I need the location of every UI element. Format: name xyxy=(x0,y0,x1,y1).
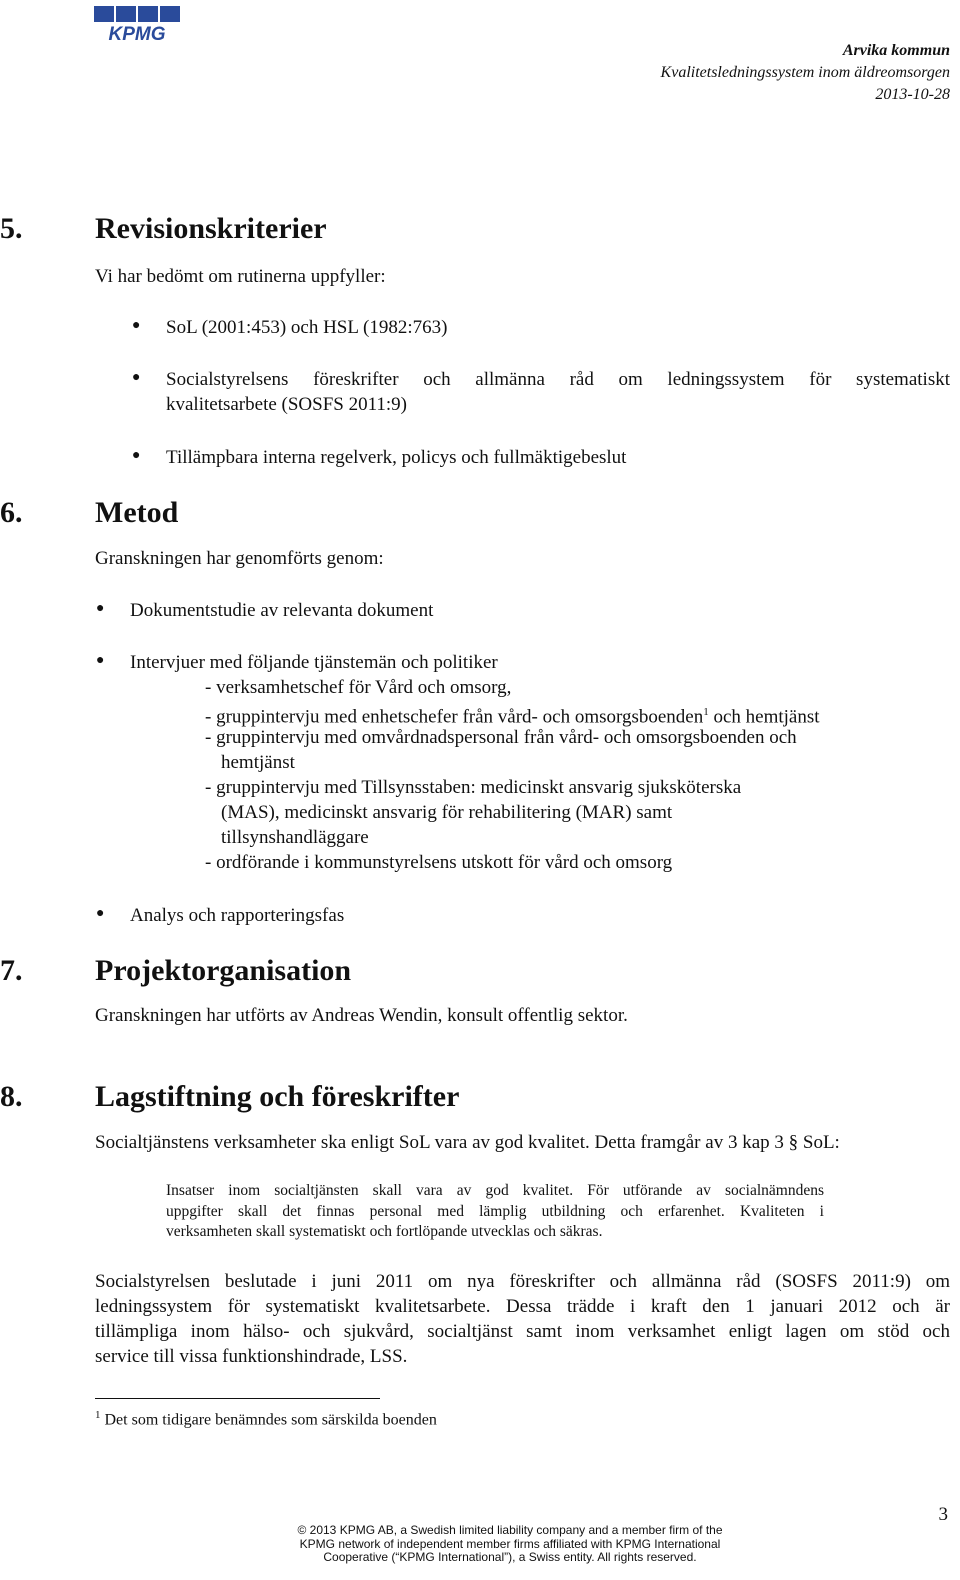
footnote xyxy=(95,1409,437,1429)
page-footer xyxy=(260,1524,760,1565)
footnote-divider xyxy=(95,1398,380,1399)
section-6-number: 6. xyxy=(0,496,23,529)
section-6-intro: Granskningen har genomförts genom: xyxy=(95,548,384,569)
list-item: Intervjuer med följande tjänstemän och politiker xyxy=(130,652,498,673)
bullet-icon: ● xyxy=(132,448,141,463)
list-item: SoL (2001:453) och HSL (1982:763) xyxy=(166,317,448,338)
section-7-number: 7. xyxy=(0,954,23,987)
section-6-title: Metod xyxy=(95,496,179,529)
header-organization: Arvika kommun xyxy=(842,42,950,59)
quote-line: uppgifter skall det finnas personal med lämplig utbildning och erfarenhet. Kvaliteten i xyxy=(166,1202,824,1220)
section-8-paragraph xyxy=(95,1269,950,1369)
list-item: Analys och rapporteringsfas xyxy=(130,905,345,926)
page-header xyxy=(661,40,950,106)
section-8-title: Lagstiftning och föreskrifter xyxy=(95,1080,460,1113)
header-date: 2013-10-28 xyxy=(875,86,950,103)
paragraph-line: service till vissa funktionshindrade, LSS. xyxy=(95,1346,408,1367)
list-item-continued: kvalitetsarbete (SOSFS 2011:9) xyxy=(166,394,407,415)
sub-item: - ordförande i kommunstyrelsens utskott för vård och omsorg xyxy=(205,852,673,873)
law-quote xyxy=(166,1181,824,1243)
bullet-icon: ● xyxy=(96,653,105,668)
sub-item-continued: (MAS), medicinskt ansvarig för rehabilitering (MAR) samt xyxy=(221,802,673,823)
section-5-title: Revisionskriterier xyxy=(95,212,327,245)
sub-item-continued: hemtjänst xyxy=(221,752,295,773)
list-item: Dokumentstudie av relevanta dokument xyxy=(130,600,434,621)
header-report: Kvalitetsledningssystem inom äldreomsorgen xyxy=(660,64,950,81)
section-5-intro: Vi har bedömt om rutinerna uppfyller: xyxy=(95,266,386,287)
list-item: Socialstyrelsens föreskrifter och allmänna råd om ledningssystem för systematiskt xyxy=(166,369,950,390)
quote-line: Insatser inom socialtjänsten skall vara av god kvalitet. För utförande av socialnämndens xyxy=(166,1182,824,1199)
sub-item: - gruppintervju med enhetschefer från vård- och omsorgsboenden$^1$ och hemtjänst xyxy=(205,706,820,728)
section-8-number: 8. xyxy=(0,1080,23,1113)
footer-line: © 2013 KPMG AB, a Swedish limited liability company and a member firm of the xyxy=(297,1523,723,1537)
footnote-mark: 1 xyxy=(95,1409,101,1421)
paragraph-line: Socialstyrelsen beslutade i juni 2011 om nya föreskrifter och allmänna råd (SOSFS 2011:9) om xyxy=(95,1271,950,1292)
section-7-title: Projektorganisation xyxy=(95,954,352,987)
bullet-icon: ● xyxy=(132,370,141,385)
section-7-text: Granskningen har utförts av Andreas Wendin, konsult offentlig sektor. xyxy=(95,1005,628,1026)
logo-text: KPMG xyxy=(108,24,166,42)
section-8-text: Socialtjänstens verksamheter ska enligt SoL vara av god kvalitet. Detta framgår av 3 kap 3 § SoL: xyxy=(95,1132,840,1153)
sub-item: - verksamhetschef för Vård och omsorg, xyxy=(205,677,512,698)
quote-line: verksamheten skall systematiskt och fortlöpande utvecklas och säkras. xyxy=(166,1223,603,1240)
bullet-icon: ● xyxy=(132,318,141,333)
footer-line: KPMG network of independent member firms affiliated with KPMG International xyxy=(299,1536,721,1551)
list-item: Tillämpbara interna regelverk, policys och fullmäktigebeslut xyxy=(166,447,627,468)
paragraph-line: ledningssystem för systematiskt kvalitetsarbete. Dessa trädde i kraft den 1 januari 2012 och är xyxy=(95,1296,950,1317)
footer-line: Cooperative (“KPMG International”), a Swiss entity. All rights reserved. xyxy=(323,1550,697,1564)
footnote-ref: 1 xyxy=(703,706,709,718)
page-number: 3 xyxy=(938,1504,948,1525)
footnote-text: Det som tidigare benämndes som särskilda boenden xyxy=(104,1411,437,1429)
bullet-icon: ● xyxy=(96,906,105,921)
sub-item-continued: tillsynshandläggare xyxy=(221,827,369,848)
bullet-icon: ● xyxy=(96,601,105,616)
sub-item: - gruppintervju med omvårdnadspersonal från vård- och omsorgsboenden och xyxy=(205,727,797,748)
kpmg-logo xyxy=(92,4,184,42)
sub-item: - gruppintervju med Tillsynsstaben: medicinskt ansvarig sjuksköterska xyxy=(205,777,742,798)
section-5-number: 5. xyxy=(0,212,23,245)
paragraph-line: tillämpliga inom hälso- och sjukvård, socialtjänst samt inom verksamhet enligt lagen om stöd och xyxy=(95,1321,950,1342)
